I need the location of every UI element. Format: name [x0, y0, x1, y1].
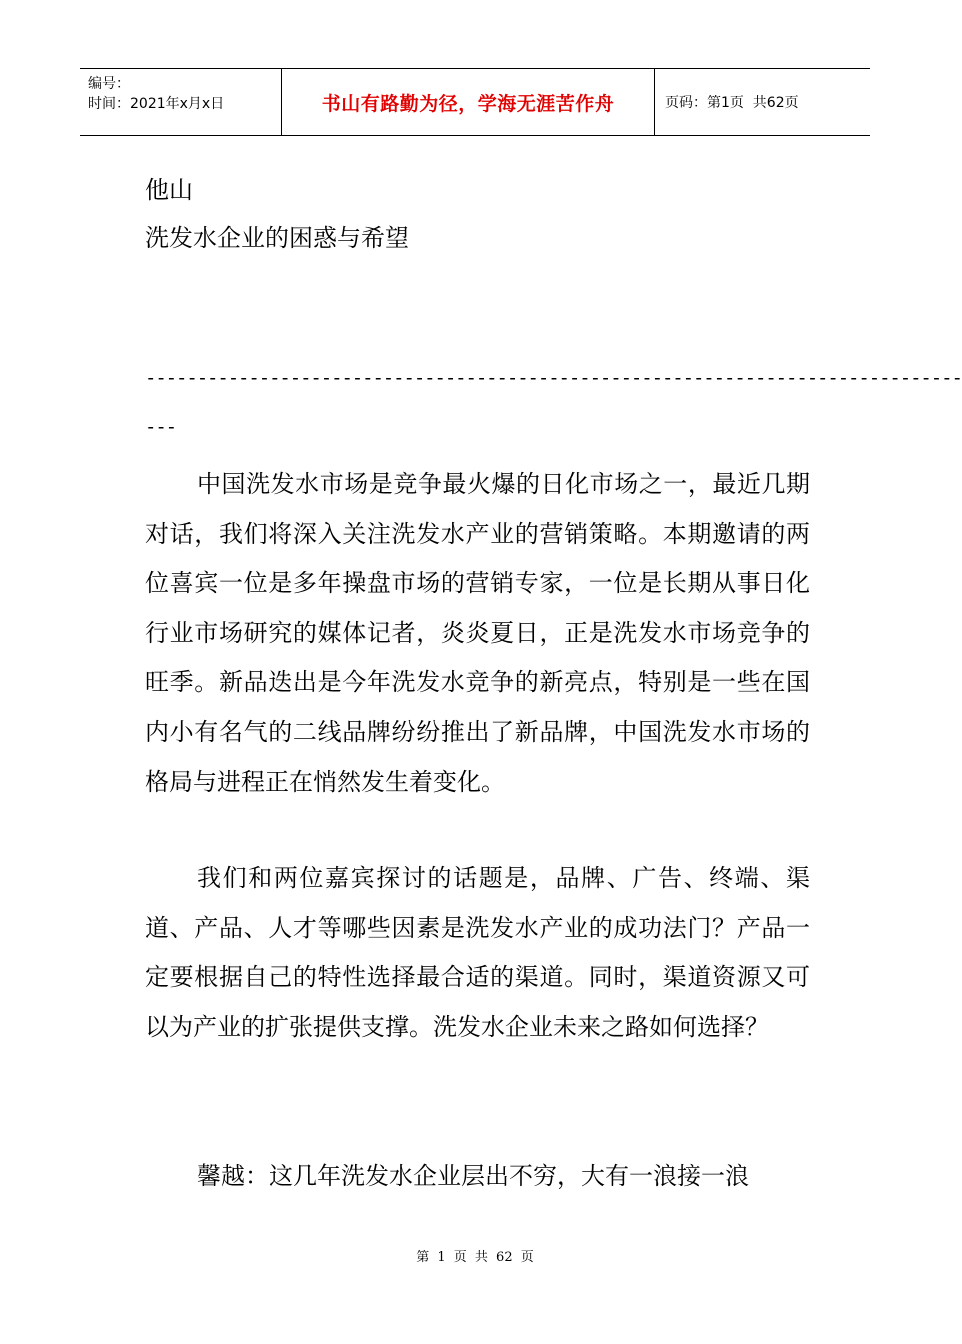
header-motto: 书山有路勤为径，学海无涯苦作舟	[282, 69, 655, 135]
paragraph: 中国洗发水市场是竞争最火爆的日化市场之一，最近几期对话，我们将深入关注洗发水产业的营销策略。本期邀请的两位喜宾一位是多年操盘市场的营销专家，一位是长期从事日化行业市场研究的媒体记者，炎炎夏日，正是洗发水市场竞争的旺季。新品迭出是今年洗发水竞争的新亮点，特别是一些在国内小有名气的二线品牌纷纷推出了新品牌，中国洗发水市场的格局与进程正在悄然发生着变化。	[145, 470, 810, 796]
article-title: 洗发水企业的困惑与希望	[145, 224, 409, 252]
document-number-label: 编号：	[88, 76, 130, 92]
paragraph: 我们和两位嘉宾探讨的话题是，品牌、广告、终端、渠道、产品、人才等哪些因素是洗发水产业的成功法门？产品一定要根据自己的特性选择最合适的渠道。同时，渠道资源又可以为产业的扩张提供支撑。洗发水企业未来之路如何选择？	[145, 864, 810, 1041]
header-table	[80, 68, 870, 136]
document-date-label: 时间：2021年x月x日	[88, 96, 225, 112]
author-line: 他山	[145, 176, 193, 204]
paragraph: 馨越：这几年洗发水企业层出不穷，大有一浪接一浪	[197, 1162, 749, 1190]
separator-line: -------------------------------------------------------------------------------	[145, 367, 962, 389]
header-meta-cell	[80, 69, 282, 135]
separator-tail: ---	[145, 416, 177, 438]
page-footer: 第 1 页 共 62 页	[416, 1250, 534, 1265]
header-page-info-cell	[655, 69, 870, 135]
header-page-info: 页码：第1页 共62页	[665, 95, 799, 111]
